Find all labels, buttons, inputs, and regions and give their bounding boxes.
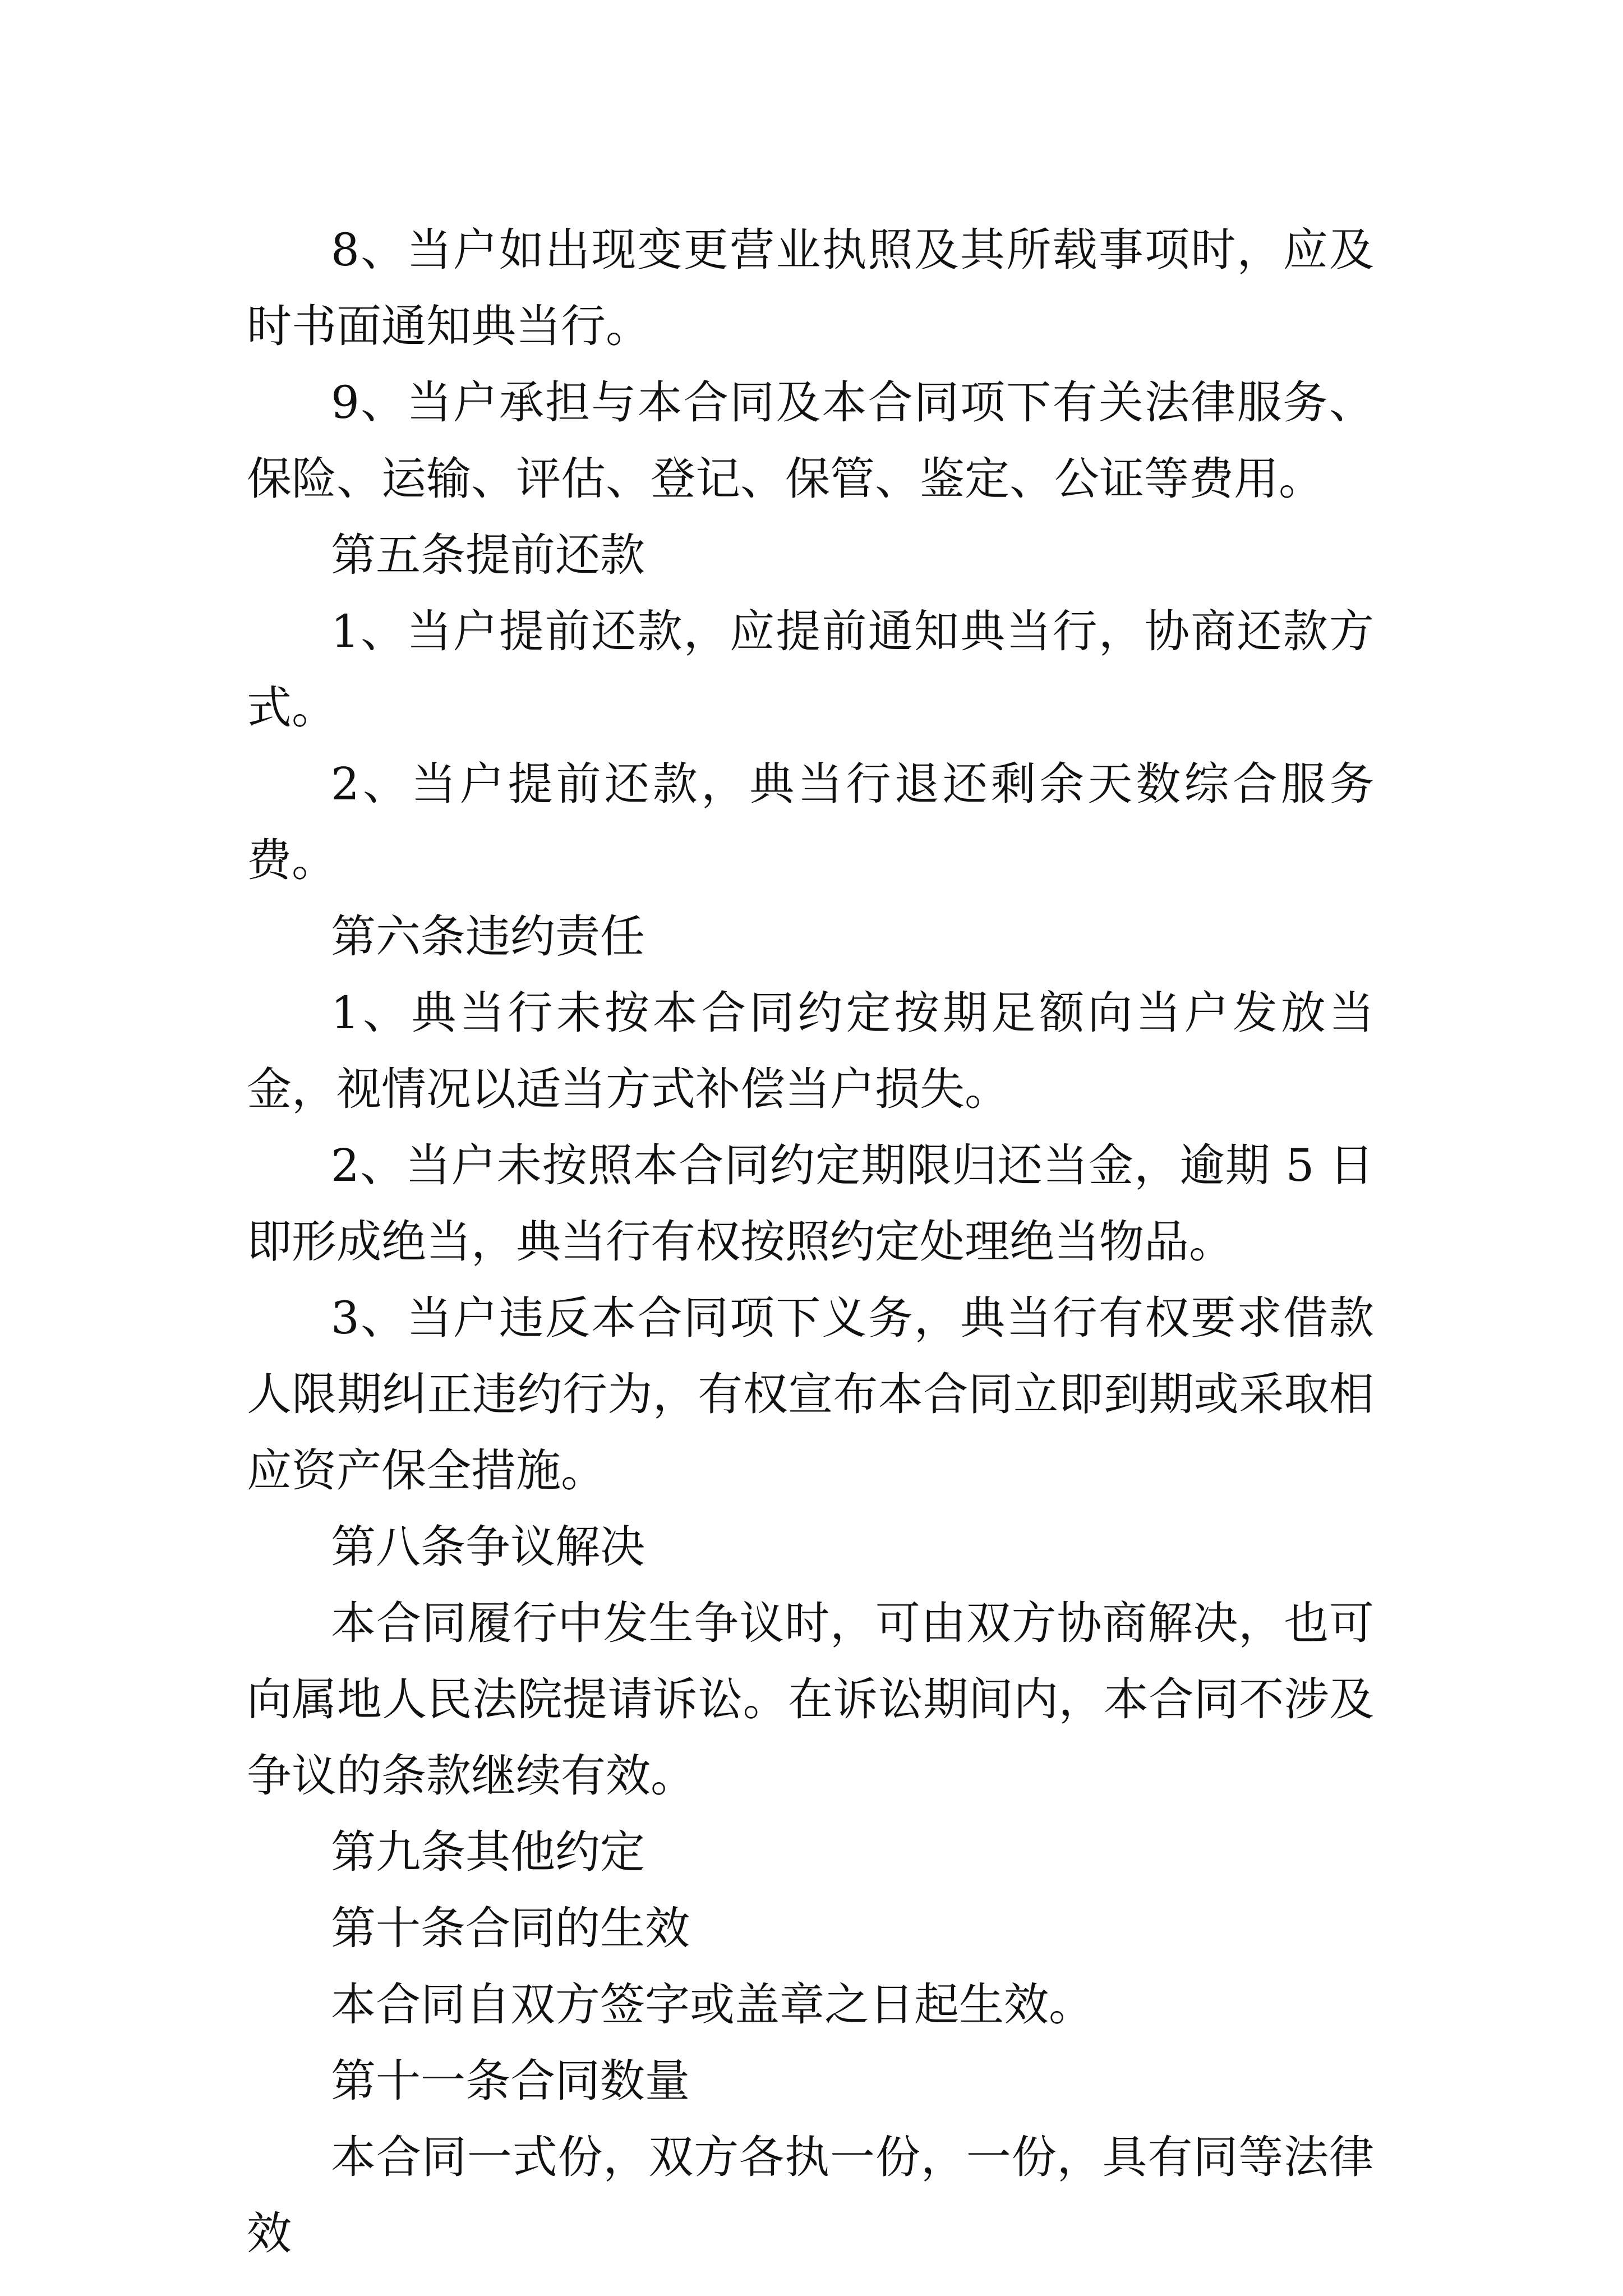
document-body: [247, 212, 1374, 2272]
paragraph-early-repayment-2: 2、当户提前还款，典当行退还剩余天数综合服务费。: [247, 758, 1374, 886]
section-heading-early-repayment: 第五条提前还款: [331, 529, 645, 581]
paragraph-contract-copies: 本合同一式份，双方各执一份，一份，具有同等法律效: [247, 2131, 1374, 2260]
paragraph-breach-2: 2、当户未按照本合同约定期限归还当金，逾期 5 日即形成绝当，典当行有权按照约定处理绝当物品。: [247, 1139, 1374, 1268]
paragraph-contract-effectiveness: 本合同自双方签字或盖章之日起生效。: [331, 1978, 1094, 2031]
paragraph-clause-9: 9、当户承担与本合同及本合同项下有关法律服务、保险、运输、评估、登记、保管、鉴定、公证等费用。: [247, 376, 1374, 505]
paragraph-early-repayment-1: 1、当户提前还款，应提前通知典当行，协商还款方式。: [247, 605, 1374, 734]
paragraph-clause-8: 8、当户如出现变更营业执照及其所载事项时，应及时书面通知典当行。: [247, 224, 1374, 352]
section-heading-other-agreements: 第九条其他约定: [331, 1826, 645, 1878]
paragraph-breach-3: 3、当户违反本合同项下义务，典当行有权要求借款人限期纠正违约行为，有权宣布本合同立即到期或采取相应资产保全措施。: [247, 1292, 1374, 1497]
paragraph-dispute-resolution: 本合同履行中发生争议时，可由双方协商解决，也可向属地人民法院提请诉讼。在诉讼期间内，本合同不涉及争议的条款继续有效。: [247, 1597, 1374, 1802]
section-heading-contract-effectiveness: 第十条合同的生效: [331, 1902, 690, 1954]
section-heading-contract-copies: 第十一条合同数量: [331, 2055, 690, 2107]
section-heading-dispute-resolution: 第八条争议解决: [331, 1521, 645, 1573]
section-heading-breach-liability: 第六条违约责任: [331, 910, 645, 963]
paragraph-breach-1: 1、典当行未按本合同约定按期足额向当户发放当金，视情况以适当方式补偿当户损失。: [247, 987, 1374, 1115]
